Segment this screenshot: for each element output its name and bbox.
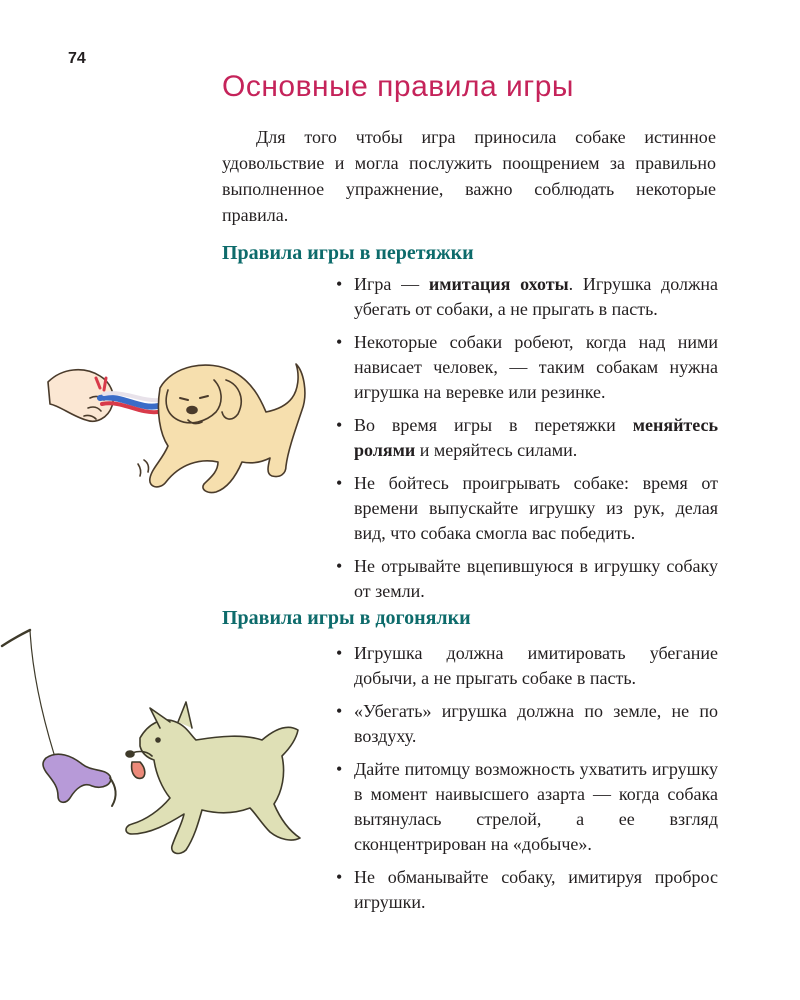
- text-run: Во время игры в перетяжки: [354, 415, 633, 435]
- rules-list-tug: [334, 272, 718, 612]
- puppy-tug-toy-icon: [40, 302, 310, 512]
- section-heading-tug: Правила игры в перетяжки: [222, 242, 474, 264]
- rule-list-item: [334, 554, 718, 604]
- text-run: Не обманывайте собаку, имитируя проброс игрушки.: [354, 867, 718, 912]
- rule-list-item: [334, 865, 718, 915]
- rule-list-item: [334, 413, 718, 463]
- intro-paragraph: [222, 124, 716, 228]
- dog-chasing-toy-icon: [0, 628, 320, 860]
- page-title: Основные правила игры: [222, 70, 574, 103]
- rule-list-item: [334, 757, 718, 857]
- text-run: Игрушка должна имитировать убегание добычи, а не прыгать собаке в пасть.: [354, 643, 718, 688]
- text-run: Некоторые собаки робеют, когда над ними нависает человек, — таким собакам нужна игрушка на веревке или резинке.: [354, 332, 718, 402]
- emphasized-text: имитация охоты: [428, 274, 569, 294]
- rule-list-item: [334, 330, 718, 405]
- rules-list-chase: [334, 641, 718, 923]
- text-run: Для того чтобы игра приносила собаке истинное удовольствие и могла послужить поощрением за правильно выполненное упражнение, важно соблюдать некоторые правила.: [222, 127, 716, 225]
- text-run: Не бойтесь проигрывать собаке: время от времени выпускайте игрушку из рук, делая вид, что собака смогла вас победить.: [354, 473, 718, 543]
- text-run: Не отрывайте вцепившуюся в игрушку собаку от земли.: [354, 556, 718, 601]
- rule-list-item: [334, 272, 718, 322]
- rule-list-item: [334, 471, 718, 546]
- text-run: «Убегать» игрушка должна по земле, не по воздуху.: [354, 701, 718, 746]
- rule-list-item: [334, 641, 718, 691]
- text-run: и меряйтесь силами.: [415, 440, 578, 460]
- text-run: Игра —: [354, 274, 429, 294]
- section-heading-chase: Правила игры в догонялки: [222, 607, 471, 629]
- text-run: . Игрушка должна убегать от собаки, а не прыгать в пасть.: [354, 274, 718, 319]
- emphasized-text: меняйтесь ролями: [354, 415, 718, 460]
- text-run: Дайте питомцу возможность ухватить игрушку в момент наивысшего азарта — когда собака вытянулась стрелой, а ее взгляд сконцентрирован на «добыче».: [354, 759, 718, 854]
- rule-list-item: [334, 699, 718, 749]
- page-number: 74: [68, 50, 86, 67]
